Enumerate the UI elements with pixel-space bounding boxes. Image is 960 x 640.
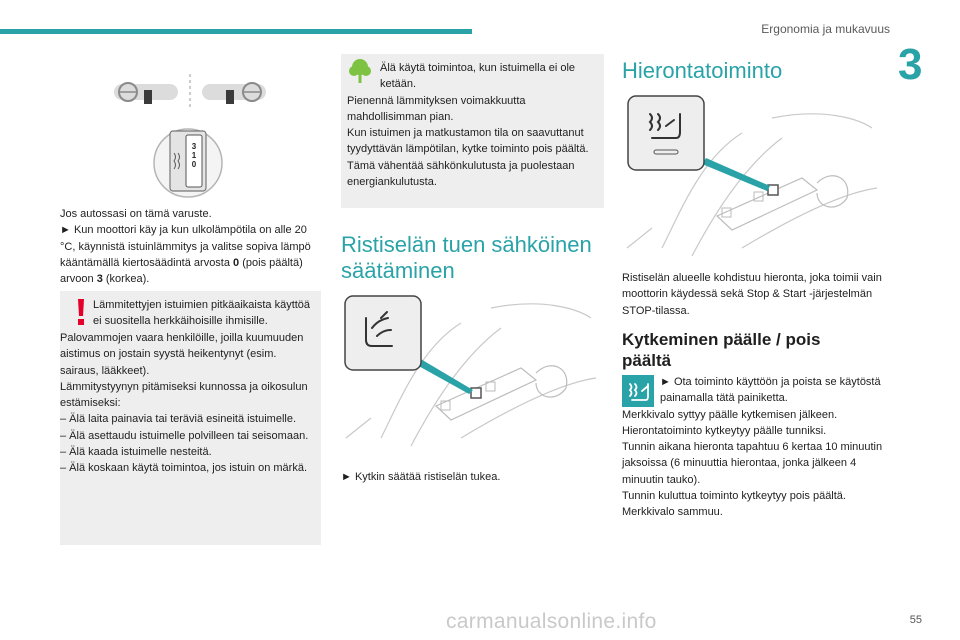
lumbar-heading: Ristiselän tuen sähköinen säätäminen xyxy=(341,232,592,283)
watermark: carmanualsonline.info xyxy=(446,610,657,633)
eco-line: Älä käytä toimintoa, kun istuimella ei ole ketään. xyxy=(380,62,576,91)
massage-step: ► Ota toiminto käyttöön ja poista se käytöstä painamalla tätä painiketta. xyxy=(660,376,881,405)
eco-line: Kun istuimen ja matkustamon tila on saavuttanut tyydyttävän lämpötilan, kytke toiminto pois päältä. Tämä vähentää sähkönkulutusta ja puolestaan energiankulutusta. xyxy=(347,127,589,189)
warning-line: Lämmitettyjen istuimien pitkäaikaista käyttöä ei suositella herkkäihoisille ihmisille. xyxy=(93,299,311,328)
eco-box xyxy=(341,54,604,208)
header-accent-bar xyxy=(0,29,472,34)
warning-box xyxy=(60,291,321,545)
dial-mark-1: 1 xyxy=(191,151,197,160)
heated-seat-location-illustration xyxy=(110,72,270,112)
heated-seat-instructions xyxy=(60,206,325,287)
intro-text: Jos autossasi on tämä varuste. xyxy=(60,208,212,220)
warning-line: – Älä kaada istuimelle nesteitä. xyxy=(60,446,212,459)
chapter-title: Ergonomia ja mukavuus xyxy=(761,22,890,36)
massage-heading: Hierontatoiminto xyxy=(622,58,783,83)
warning-line: Palovammojen vaara henkilöille, joilla kuumuuden aistimus on jostain syystä heikentynyt (esim. sairaus, lääkkeet). xyxy=(60,332,304,377)
warning-line: – Älä asettaudu istuimelle polvilleen tai seisomaan. xyxy=(60,429,309,442)
warning-line: Lämmitystyynyn pitämiseksi kunnossa ja oikosulun estämiseksi: xyxy=(60,380,308,410)
dial-mark-0: 0 xyxy=(191,160,197,169)
page-number: 55 xyxy=(909,614,922,626)
chapter-number: 3 xyxy=(898,40,923,89)
lumbar-switch-illustration xyxy=(341,288,606,448)
on-off-subheading: Kytkeminen päälle / pois päältä xyxy=(622,330,821,370)
massage-switch-illustration xyxy=(622,88,887,258)
step-text: ► Kun moottori käy ja kun ulkolämpötila on alle 20 °C, käynnistä istuinlämmitys ja valitse sopiva lämpö kääntämällä kiertosäädintä arvosta 0 (pois päältä) arvoon 3 (korkea). xyxy=(60,224,311,286)
warning-line: – Älä laita painavia tai teräviä esineitä istuimelle. xyxy=(60,413,297,426)
heated-seat-dial-illustration xyxy=(152,123,224,203)
massage-intro: Ristiselän alueelle kohdistuu hieronta, joka toimii vain moottorin käydessä sekä Stop & Start -järjestelmän STOP-tilassa. xyxy=(622,272,882,317)
warning-line: – Älä koskaan käytä toimintoa, jos istuin on märkä. xyxy=(60,462,308,475)
dial-mark-3: 3 xyxy=(191,142,197,151)
massage-line: Tunnin kuluttua toiminto kytkeytyy pois päältä. Merkkivalo sammuu. xyxy=(622,490,846,519)
eco-line: Pienennä lämmityksen voimakkuutta mahdollisimman pian. xyxy=(347,94,526,123)
massage-line: Tunnin aikana hieronta tapahtuu 6 kertaa 10 minuutin jaksoissa (6 minuuttia hierontaa, jonka jälkeen 4 minuutin tauko). xyxy=(622,441,883,486)
massage-line: Merkkivalo syttyy päälle kytkemisen jälkeen. xyxy=(622,408,838,421)
lumbar-step: ► Kytkin säätää ristiselän tukea. xyxy=(341,471,501,483)
massage-line: Hierontatoiminto kytkeytyy päälle tunniksi. xyxy=(622,424,827,437)
